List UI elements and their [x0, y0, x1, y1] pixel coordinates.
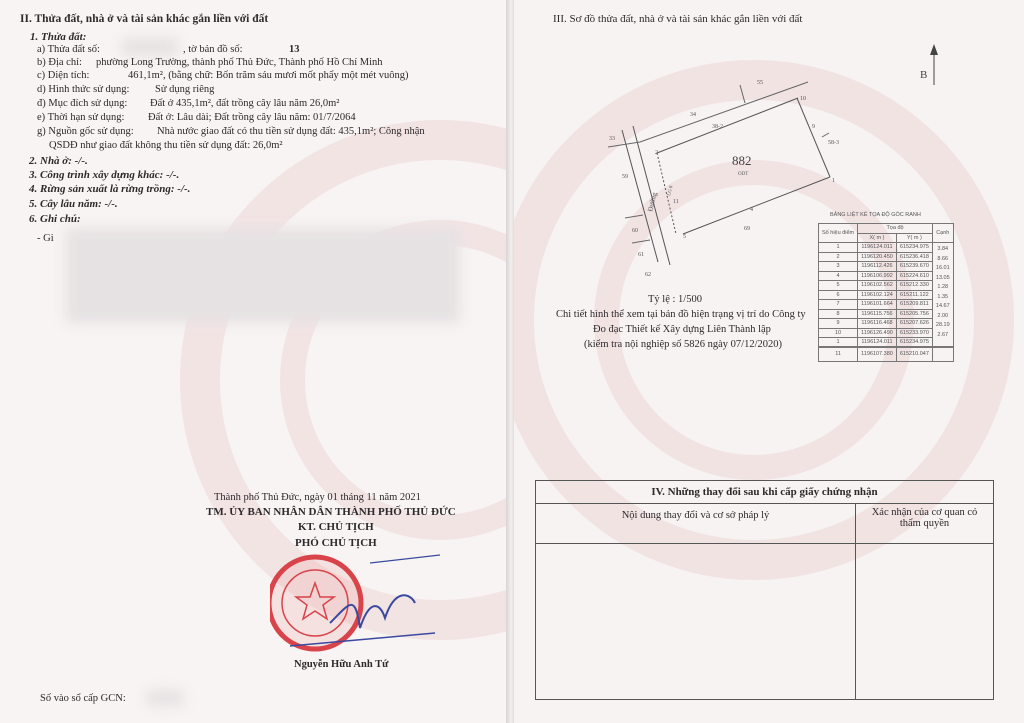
sign-date: Thành phố Thủ Đức, ngày 01 tháng 11 năm 2021: [214, 492, 421, 503]
purpose-label: đ) Mục đích sử dụng:: [37, 98, 128, 109]
edge-length: 28.19: [932, 319, 953, 329]
edge-length: 13.05: [932, 271, 953, 281]
diagram-note-2: Đo đạc Thiết kế Xây dựng Liên Thành lập: [593, 324, 771, 335]
x-coord: 1196126.490: [858, 328, 897, 338]
diagram-note-3: (kiểm tra nội nghiệp số 5826 ngày 07/12/2020): [584, 339, 783, 350]
address-label: b) Địa chỉ:: [37, 57, 82, 68]
point-id: 7: [819, 300, 858, 310]
coordinate-row: [819, 319, 954, 329]
authority-title: TM. ỦY BAN NHÂN DÂN THÀNH PHỐ THỦ ĐỨC: [206, 506, 456, 518]
diagram-note-1: Chi tiết hình thể xem tại bản đồ hiện trạng vị trí do Công ty: [556, 309, 806, 320]
y-coord: 615234.975: [896, 243, 932, 253]
house-item: 2. Nhà ở: -/-.: [29, 155, 88, 167]
y-coord: 615224.610: [896, 271, 932, 281]
x-coord: 1196102.124: [858, 290, 897, 300]
forest-item: 4. Rừng sản xuất là rừng trồng: -/-.: [29, 183, 191, 195]
edge-length: 2.67: [932, 328, 953, 338]
point-id: 3: [819, 262, 858, 272]
point-5: 5: [683, 234, 686, 240]
edge-length: 14.67: [932, 300, 953, 310]
point-id: 8: [819, 309, 858, 319]
point-id: 5: [819, 281, 858, 291]
official-seal-and-signature: [270, 553, 470, 657]
neighbor-33: 33: [609, 136, 615, 142]
edge-length: 1.28: [932, 281, 953, 291]
point-4: 4: [750, 207, 753, 213]
neighbor-59: 59: [622, 174, 628, 180]
edge-length: [932, 338, 953, 348]
x-coord: 1196106.992: [858, 271, 897, 281]
area-value: 461,1m², (bằng chữ: Bốn trăm sáu mươi mốt phẩy một mét vuông): [128, 70, 409, 81]
point-2: 2: [655, 150, 658, 156]
point-11: 11: [673, 199, 679, 205]
edge-length: 16.01: [932, 262, 953, 272]
scale-label: Tỷ lệ : 1/500: [648, 294, 702, 305]
point-id: 2: [819, 252, 858, 262]
usage-form-value: Sử dụng riêng: [155, 84, 215, 95]
origin-label: g) Nguồn gốc sử dụng:: [37, 126, 134, 137]
parcel-number: 882: [732, 153, 752, 168]
point-id: 4: [819, 271, 858, 281]
y-coord: 615236.418: [896, 252, 932, 262]
redacted-registry-number: [147, 690, 183, 706]
map-sheet-label: , tờ bản đồ số:: [183, 44, 243, 55]
kt-title: KT. CHỦ TỊCH: [298, 521, 374, 533]
coordinate-row: [819, 328, 954, 338]
diagram-section-title: III. Sơ đồ thửa đất, nhà ở và tài sản khác gắn liền với đất: [553, 13, 803, 25]
signer-name: Nguyễn Hữu Anh Tứ: [294, 659, 389, 670]
point-id: 1: [819, 243, 858, 253]
edge-length: 3.84: [932, 243, 953, 253]
edge-length: 2.00: [932, 309, 953, 319]
notes-heading: 6. Ghi chú:: [29, 213, 81, 225]
y-coord: 615233.970: [896, 328, 932, 338]
north-label: B: [920, 69, 928, 81]
point-id: 10: [819, 328, 858, 338]
coordinate-table-title: BẢNG LIỆT KÊ TỌA ĐỘ GÓC RANH: [830, 212, 921, 218]
th-edge: Cạnh: [932, 224, 953, 243]
coordinate-row: [819, 338, 954, 348]
coordinate-row: [819, 300, 954, 310]
y-coord: 615209.811: [896, 300, 932, 310]
north-arrow-icon: [930, 44, 938, 85]
road-label: Đường: [646, 191, 659, 213]
road-width: LG 8: [667, 185, 675, 197]
point-1: 1: [832, 178, 835, 184]
vice-title: PHÓ CHỦ TỊCH: [295, 537, 377, 549]
neighbor-61: 61: [638, 252, 644, 258]
x-coord: 1196124.011: [858, 338, 897, 348]
edge-length: [932, 347, 953, 361]
changes-col-confirmation: Xác nhận của cơ quan có thẩm quyền: [856, 504, 993, 544]
changes-table: [535, 480, 994, 700]
point-10: 10: [800, 96, 806, 102]
point-id: 9: [819, 319, 858, 329]
x-coord: 1196102.562: [858, 281, 897, 291]
purpose-value: Đất ở 435,1m², đất trồng cây lâu năm 26,0m²: [150, 98, 340, 109]
y-coord: 615212.330: [896, 281, 932, 291]
x-coord: 1196115.756: [858, 309, 897, 319]
other-works-item: 3. Công trình xây dựng khác: -/-.: [29, 169, 180, 181]
th-x: X( m ): [858, 233, 897, 243]
y-coord: 615210.047: [896, 347, 932, 361]
neighbor-38-2: 38-2: [712, 124, 723, 130]
edge-length: 1.35: [932, 290, 953, 300]
x-coord: 1196124.011: [858, 243, 897, 253]
note-start: - Gi: [37, 233, 54, 244]
changes-col-content: Nội dung thay đổi và cơ sở pháp lý: [536, 504, 855, 544]
neighbor-58-3: 58-3: [828, 140, 839, 146]
th-coord: Tọa độ: [858, 224, 933, 234]
x-coord: 1196112.426: [858, 262, 897, 272]
point-id: 11: [819, 347, 858, 361]
neighbor-62: 62: [645, 272, 651, 278]
y-coord: 615234.975: [896, 338, 932, 348]
x-coord: 1196101.664: [858, 300, 897, 310]
coordinate-row: [819, 309, 954, 319]
usage-form-label: d) Hình thức sử dụng:: [37, 84, 130, 95]
x-coord: 1196107.380: [858, 347, 897, 361]
neighbor-60: 60: [632, 228, 638, 234]
th-point: Số hiệu điểm: [819, 224, 858, 243]
coordinate-row-extra: [819, 347, 954, 361]
changes-title: IV. Những thay đổi sau khi cấp giấy chứng nhận: [536, 481, 993, 504]
perennial-item: 5. Cây lâu năm: -/-.: [29, 198, 118, 210]
map-sheet-value: 13: [289, 44, 300, 55]
y-coord: 615239.670: [896, 262, 932, 272]
neighbor-34: 34: [690, 112, 696, 118]
land-code: ODT: [738, 172, 749, 177]
y-coord: 615211.122: [896, 290, 932, 300]
registry-label: Số vào sổ cấp GCN:: [40, 693, 126, 704]
area-label: c) Diện tích:: [37, 70, 90, 81]
th-y: Y( m ): [896, 233, 932, 243]
neighbor-55: 55: [757, 80, 763, 86]
point-id: 1: [819, 338, 858, 348]
term-value: Đất ở: Lâu dài; Đất trồng cây lâu năm: 01/7/2064: [148, 112, 356, 123]
x-coord: 1196116.468: [858, 319, 897, 329]
address-value: phường Long Trường, thành phố Thủ Đức, Thành phố Hồ Chí Minh: [96, 57, 383, 68]
origin-value: Nhà nước giao đất có thu tiền sử dụng đất: 435,1m²; Công nhận: [157, 126, 425, 137]
y-coord: 615207.626: [896, 319, 932, 329]
term-label: e) Thời hạn sử dụng:: [37, 112, 125, 123]
point-9: 9: [812, 124, 815, 130]
x-coord: 1196120.450: [858, 252, 897, 262]
land-heading: 1. Thửa đất:: [30, 31, 87, 43]
neighbor-69: 69: [744, 226, 750, 232]
edge-length: 8.66: [932, 252, 953, 262]
parcel-number-label: a) Thửa đất số:: [37, 44, 100, 55]
origin-value-cont: QSDĐ như giao đất không thu tiền sử dụng đất: 26,0m²: [49, 140, 283, 151]
point-id: 6: [819, 290, 858, 300]
section-title: II. Thửa đất, nhà ở và tài sản khác gắn liền với đất: [20, 13, 269, 25]
y-coord: 615205.756: [896, 309, 932, 319]
